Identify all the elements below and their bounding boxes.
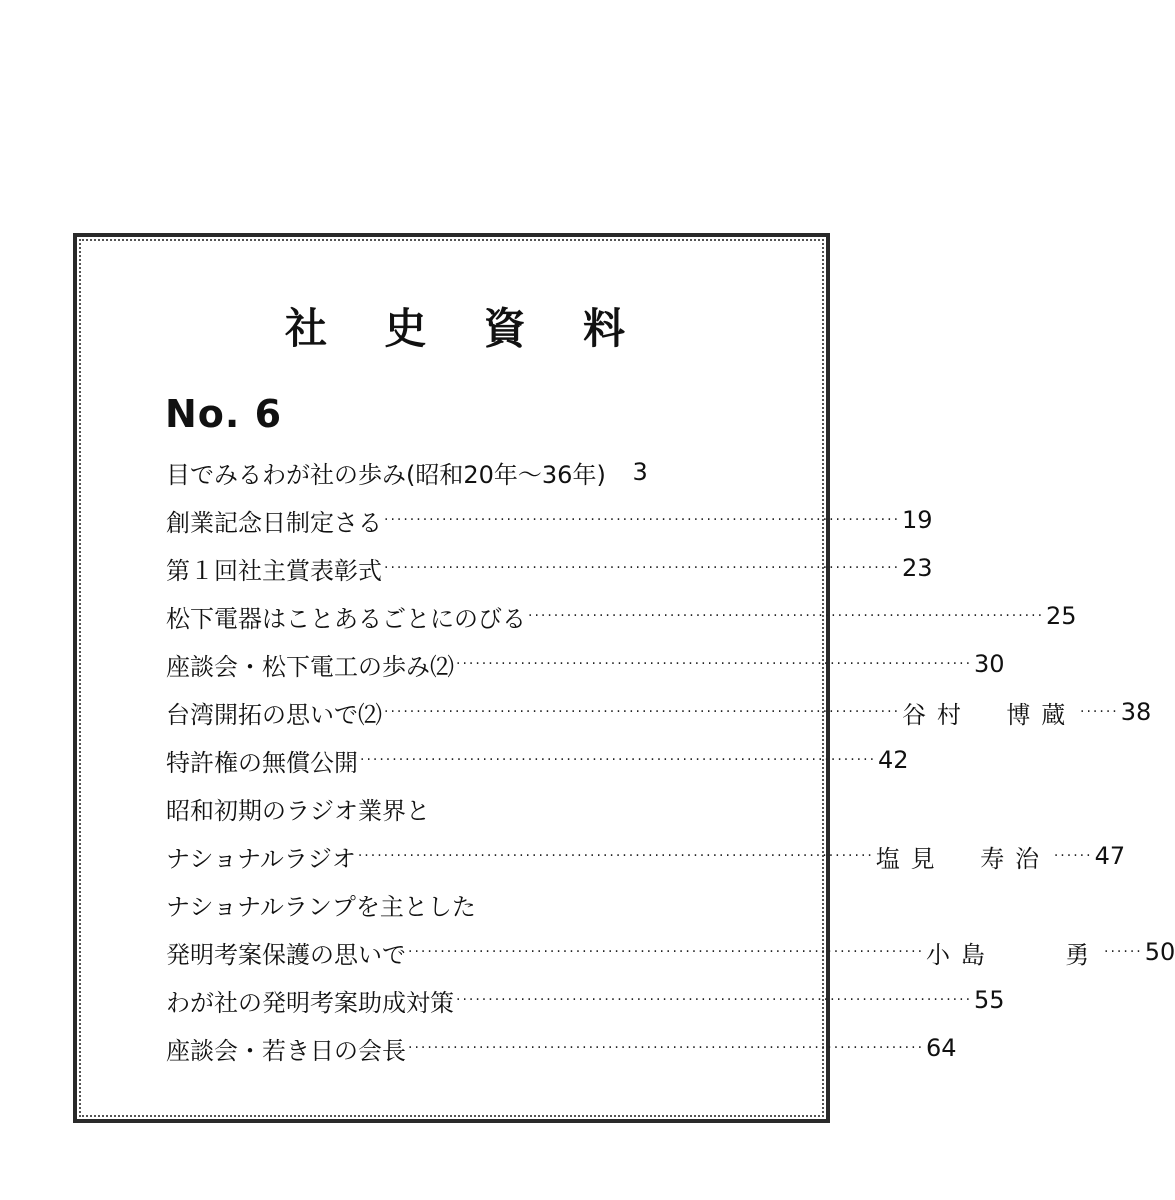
dot-leader: ················································································ [456, 992, 973, 1008]
toc-entry [166, 928, 1175, 976]
dot-leader: ················································································ [384, 704, 901, 720]
toc-entry-title: 昭和初期のラジオ業界と [166, 796, 430, 825]
toc-entry [166, 544, 933, 592]
toc-entry-title: 座談会・松下電工の歩み⑵ [166, 652, 454, 681]
toc-entry-title: 創業記念日制定さる [166, 508, 382, 537]
dot-leader: ················································································ [408, 1040, 925, 1056]
toc-entry-title: わが社の発明考案助成対策 [166, 988, 454, 1017]
toc-entry [166, 736, 909, 784]
toc-entry [166, 1024, 957, 1072]
toc-entry-title: 第１回社主賞表彰式 [166, 556, 382, 585]
dot-leader: ················································································ [360, 752, 877, 768]
dot-leader: ················································································ [528, 608, 1045, 624]
dot-leader: ················································································ [384, 512, 901, 528]
toc-entry-title: 目でみるわが社の歩み(昭和20年～36年) [166, 460, 606, 489]
dot-leader: ················································································ [408, 944, 925, 960]
page-title [285, 296, 625, 356]
toc-entry-page: 30 [974, 650, 1005, 678]
title-char: 料 [582, 304, 625, 353]
toc-entry-title: ナショナルランプを主とした [166, 892, 476, 921]
title-char: 資 [483, 304, 526, 353]
dot-leader: ················································································ [384, 560, 901, 576]
toc-entry-page: 50 [1144, 938, 1175, 966]
toc-entry-page: 38 [1120, 698, 1152, 726]
toc-entry-page: 25 [1046, 602, 1077, 630]
dot-leader: ······ [1053, 848, 1093, 864]
toc-entry-title: 特許権の無償公開 [166, 748, 358, 777]
toc-entry [166, 592, 1077, 640]
table-of-contents [166, 448, 1175, 1072]
dot-leader: ······ [1080, 704, 1119, 720]
title-char: 社 [285, 304, 328, 353]
toc-entry-author: 谷村 博蔵 [902, 700, 1077, 729]
toc-entry-title: 台湾開拓の思いで⑵ [166, 700, 382, 729]
toc-entry-author: 小島 勇 [926, 940, 1101, 969]
toc-entry [166, 496, 933, 544]
toc-entry [166, 640, 1005, 688]
toc-entry [166, 448, 726, 496]
toc-entry [166, 880, 726, 928]
toc-entry-page: 3 [632, 458, 648, 486]
toc-entry [166, 832, 1126, 880]
toc-entry-page: 23 [902, 554, 933, 582]
issue-number: No. 6 [165, 392, 283, 436]
toc-entry-page: 47 [1094, 842, 1126, 870]
toc-entry-page: 64 [926, 1034, 957, 1062]
toc-entry-title: 発明考案保護の思いで [166, 940, 406, 969]
title-char: 史 [384, 304, 427, 353]
toc-entry-title: ナショナルラジオ [166, 844, 356, 873]
dot-leader: ················································································ [456, 656, 973, 672]
dot-leader: ················································································ [357, 848, 874, 864]
dot-leader: ······ [1104, 944, 1143, 960]
toc-entry-title: 座談会・若き日の会長 [166, 1036, 406, 1065]
toc-entry-author: 塩見 寿治 [875, 844, 1050, 873]
toc-entry [166, 688, 1152, 736]
toc-entry-page: 19 [902, 506, 933, 534]
toc-entry [166, 784, 726, 832]
toc-entry-page: 42 [878, 746, 909, 774]
toc-entry-page: 55 [974, 986, 1005, 1014]
toc-entry-title: 松下電器はことあるごとにのびる [166, 604, 526, 633]
toc-entry [166, 976, 1005, 1024]
